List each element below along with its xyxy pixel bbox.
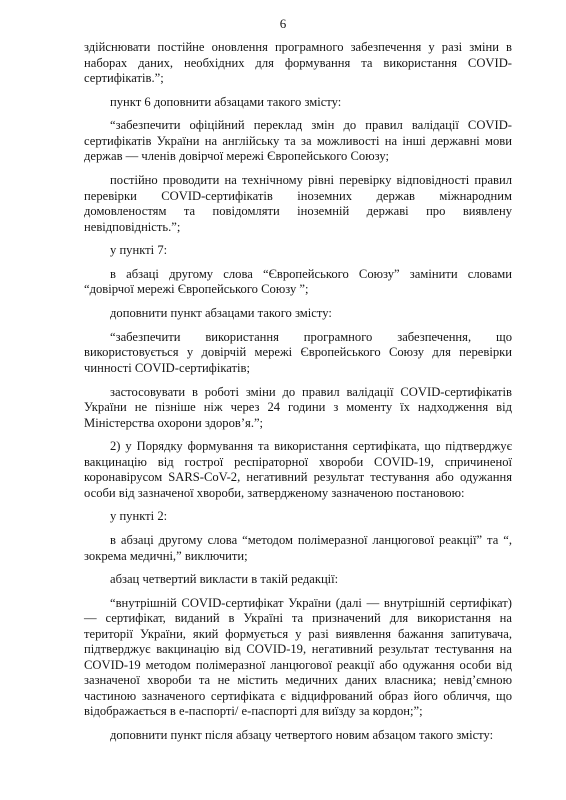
paragraph: у пункті 2: bbox=[110, 509, 168, 524]
paragraph: у пункті 7: bbox=[110, 243, 168, 258]
paragraph: застосовувати в роботі зміни до правил валідації COVID-сертифікатів України не пізніше ніж через 24 години з моменту їх надходження від Міністерства охорони здоров’я.”; bbox=[84, 384, 512, 430]
paragraph: здійснювати постійне оновлення програмного забезпечення у разі зміни в наборах даних, необхідних для формування та використання COVID-сертифікатів.”; bbox=[84, 40, 512, 85]
paragraph: постійно проводити на технічному рівні перевірку відповідності правил перевірки COVID-сертифікатів іноземних держав міжнародним домовленостям та повідомляти іноземній державі про виявлену невідповідність.”; bbox=[84, 173, 512, 234]
paragraph: доповнити пункт абзацами такого змісту: bbox=[110, 306, 332, 321]
paragraph: в абзаці другому слова “методом полімеразної ланцюгової реакції” та “, зокрема медичні,” виключити; bbox=[84, 533, 512, 563]
paragraph: “внутрішній COVID-сертифікат України (далі — внутрішній сертифікат) — сертифікат, виданий в Україні та призначений для використання на території України, який формується у разі виявлення бажання запитувача, підтверджує вакцинацію від COVID-19, негативний результат тестування на COVID-19 методом полімеразної ланцюгової реакції або одужання особи від зазначеної хвороби та не містить медичних даних власника; невід’ємною частиною зазначеного сертифіката є відцифрований образ його обличчя, що відображається в е-паспорті/ е-паспорті для виїзду за кордон;”; bbox=[84, 595, 512, 719]
paragraph: “забезпечити офіційний переклад змін до правил валідації COVID-сертифікатів України на англійську та за можливості на інші державні мови держав — членів довірчої мережі Європейського Союзу; bbox=[84, 118, 512, 164]
paragraph: “забезпечити використання програмного забезпечення, що використовується у довірчій мережі Європейського Союзу для перевірки чинності COVID-сертифікатів; bbox=[84, 329, 512, 375]
paragraph: 2) у Порядку формування та використання сертифіката, що підтверджує вакцинацію від гострої респіраторної хвороби COVID-19, спричиненої коронавірусом SARS-CoV-2, негативний результат тестування або одужання особи від зазначеної хвороби, затвердженому зазначеною постановою: bbox=[84, 439, 512, 500]
paragraph: пункт 6 доповнити абзацами такого змісту: bbox=[110, 94, 342, 109]
paragraph: абзац четвертий викласти в такій редакції: bbox=[110, 572, 339, 587]
document-body bbox=[84, 40, 512, 752]
page-number: 6 bbox=[279, 16, 287, 31]
paragraph: в абзаці другому слова “Європейського Союзу” замінити словами “довірчої мережі Європейського Союзу ”; bbox=[84, 266, 512, 297]
paragraph: доповнити пункт після абзацу четвертого новим абзацом такого змісту: bbox=[110, 728, 494, 743]
